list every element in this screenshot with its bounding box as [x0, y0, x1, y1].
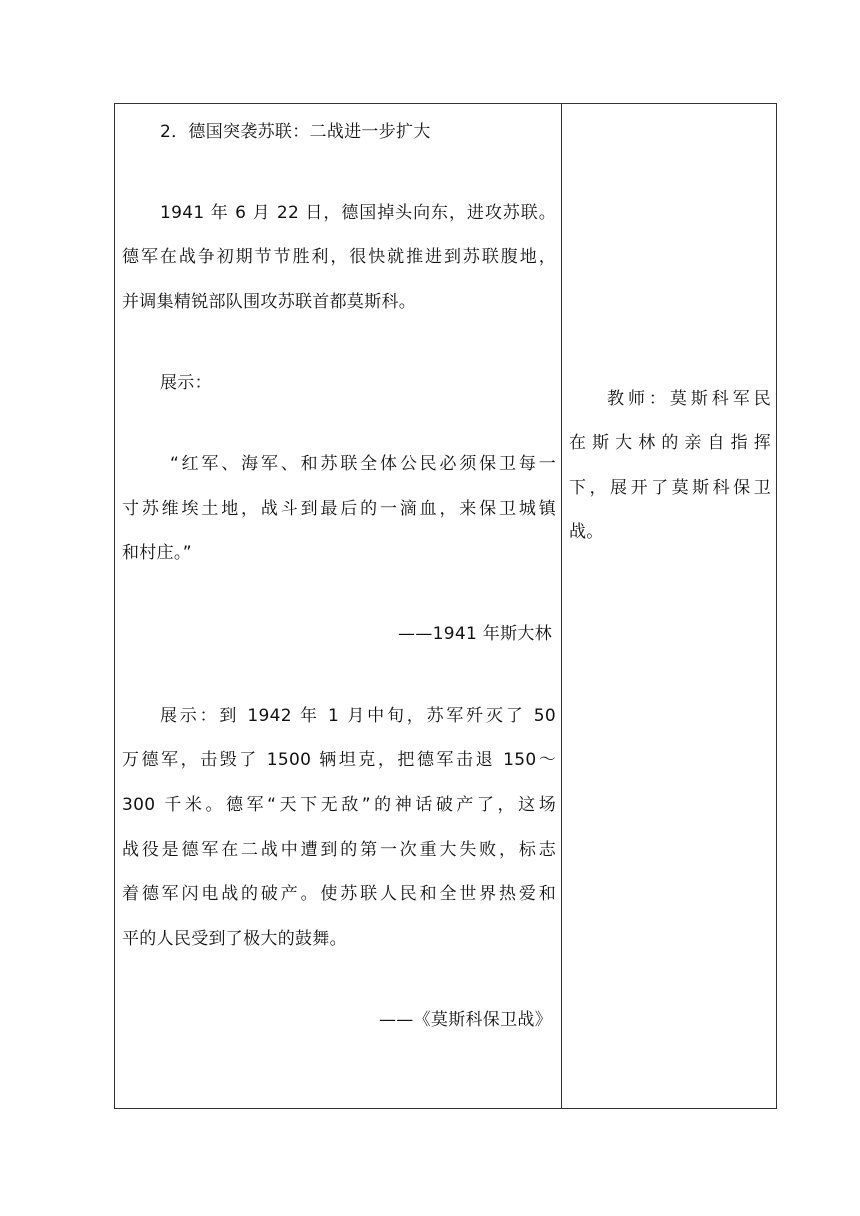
- paragraph-line: 战役是德军在二战中遭到的第一次重大失败，标志: [122, 840, 556, 860]
- note-line: 下，展开了莫斯科保卫: [569, 478, 771, 498]
- source-attribution: ——《莫斯科保卫战》: [379, 1010, 552, 1030]
- quote-line: “红军、海军、和苏联全体公民必须保卫每一: [170, 454, 556, 474]
- teacher-note-cell: [562, 104, 776, 1108]
- section-heading: 2．德国突袭苏联：二战进一步扩大: [160, 122, 431, 142]
- paragraph-line: 着德军闪电战的破产。使苏联人民和全世界热爱和: [122, 884, 556, 904]
- note-line: 在斯大林的亲自指挥: [569, 433, 771, 453]
- paragraph-line: 平的人民受到了极大的鼓舞。: [122, 929, 347, 949]
- paragraph-line: 万德军，击毁了 1500 辆坦克，把德军击退 150～: [122, 750, 556, 770]
- paragraph-line: 并调集精锐部队围攻苏联首都莫斯科。: [122, 292, 417, 312]
- content-cell: [115, 104, 562, 1108]
- paragraph-line: 300 千米。德军“天下无敌”的神话破产了，这场: [122, 795, 556, 815]
- quote-line: 寸苏维埃土地，战斗到最后的一滴血，来保卫城镇: [122, 499, 556, 519]
- show-label: 展示：: [160, 373, 212, 393]
- paragraph-line: 1941 年 6 月 22 日，德国掉头向东，进攻苏联。: [160, 203, 556, 223]
- lesson-table: [114, 103, 777, 1109]
- quote-attribution: ——1941 年斯大林: [398, 624, 552, 644]
- note-line: 教师：莫斯科军民: [607, 389, 771, 409]
- quote-line: 和村庄。”: [122, 543, 192, 563]
- paragraph-line: 展示：到 1942 年 1 月中旬，苏军歼灭了 50: [160, 706, 556, 726]
- note-line: 战。: [569, 522, 604, 542]
- paragraph-line: 德军在战争初期节节胜利，很快就推进到苏联腹地，: [122, 247, 556, 267]
